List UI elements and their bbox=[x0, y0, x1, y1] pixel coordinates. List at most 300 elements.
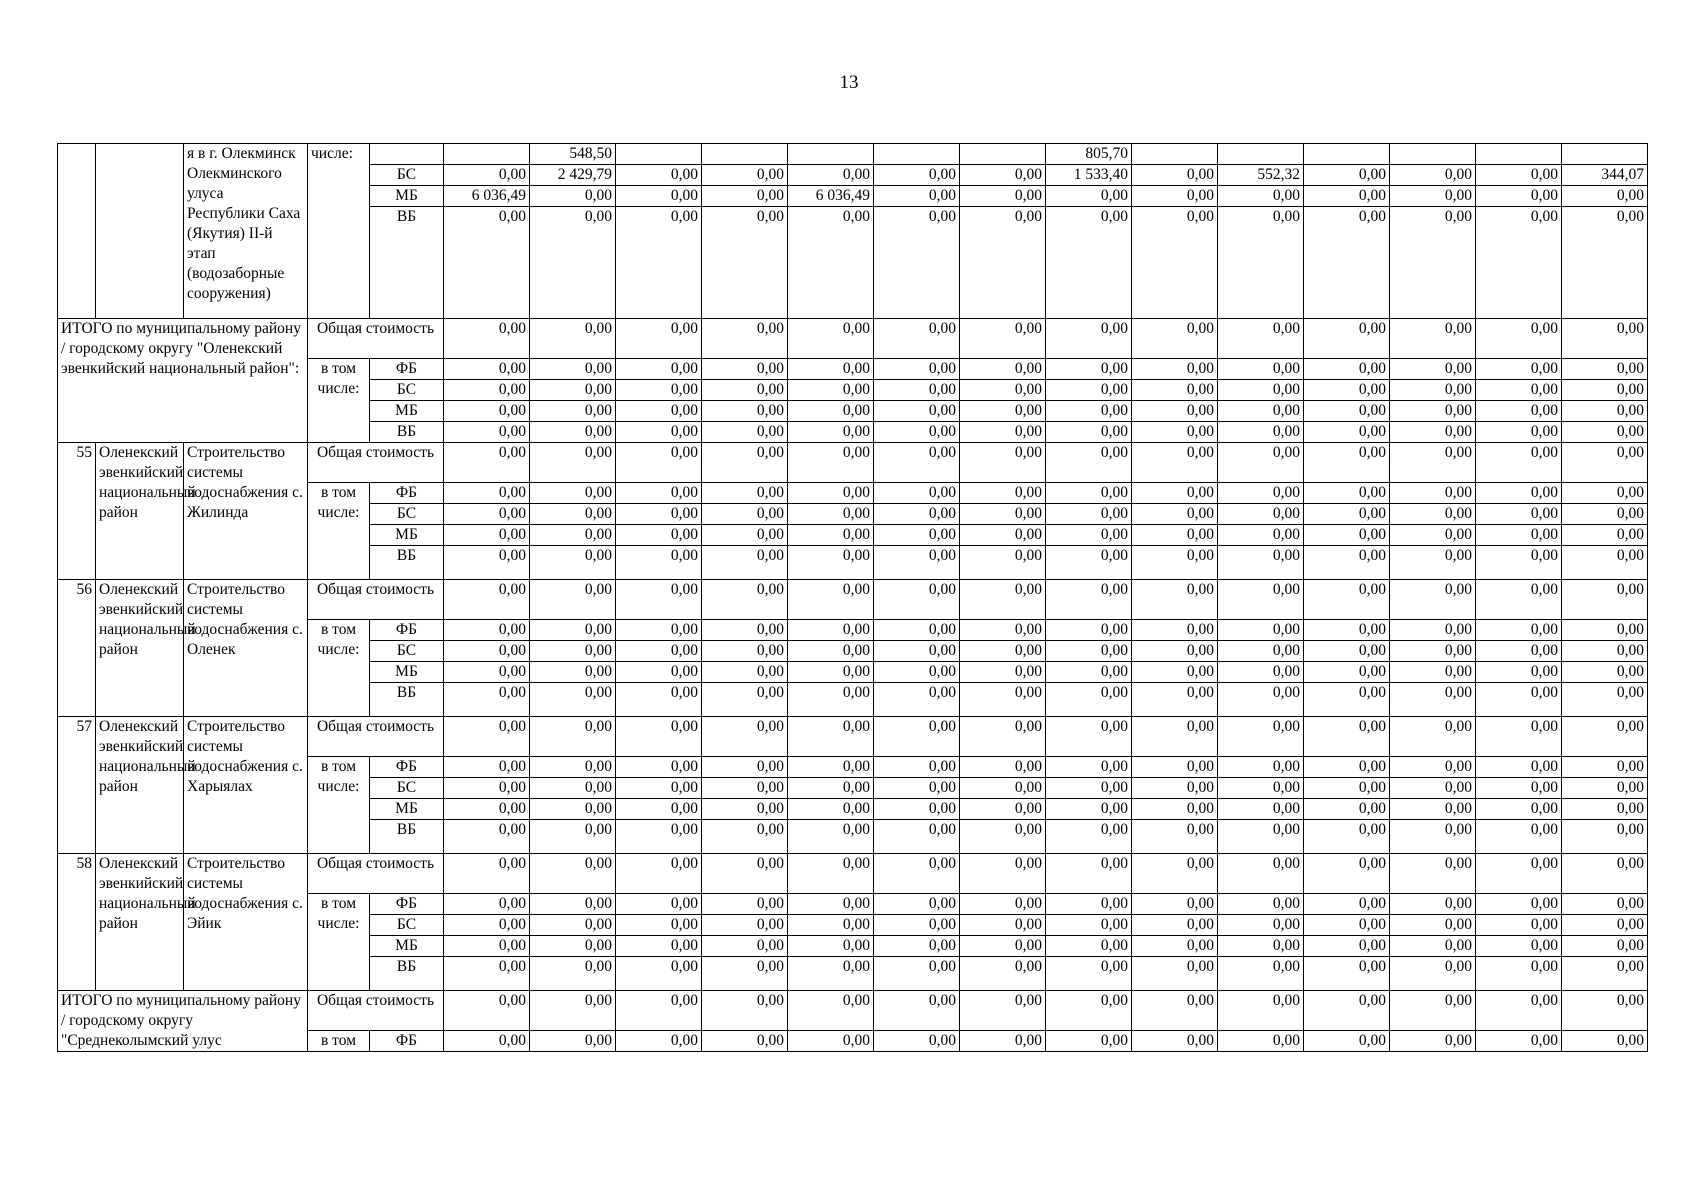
value-cell: 0,00 bbox=[1390, 620, 1476, 641]
value-cell: 0,00 bbox=[616, 991, 702, 1031]
value-cell: 0,00 bbox=[960, 717, 1046, 757]
source-cell: ВБ bbox=[370, 957, 444, 991]
source-cell: ФБ bbox=[370, 359, 444, 380]
value-cell: 0,00 bbox=[788, 380, 874, 401]
value-cell: 0,00 bbox=[1046, 525, 1132, 546]
value-cell: 0,00 bbox=[788, 483, 874, 504]
value-cell: 0,00 bbox=[1304, 165, 1390, 186]
value-cell: 0,00 bbox=[1046, 620, 1132, 641]
value-cell: 0,00 bbox=[1562, 799, 1648, 820]
object-name-cell: Строительство системы водоснабжения с. Эйик bbox=[184, 854, 308, 991]
value-cell: 0,00 bbox=[960, 662, 1046, 683]
value-cell: 0,00 bbox=[1132, 799, 1218, 820]
value-cell: 0,00 bbox=[1304, 580, 1390, 620]
table-row bbox=[58, 144, 1648, 165]
source-cell: ВБ bbox=[370, 546, 444, 580]
value-cell: 0,00 bbox=[874, 525, 960, 546]
source-cell: ВБ bbox=[370, 820, 444, 854]
value-cell: 0,00 bbox=[444, 936, 530, 957]
value-cell: 0,00 bbox=[616, 799, 702, 820]
value-cell: 0,00 bbox=[1132, 422, 1218, 443]
value-cell: 0,00 bbox=[960, 380, 1046, 401]
value-cell: 0,00 bbox=[1562, 483, 1648, 504]
value-cell: 0,00 bbox=[874, 319, 960, 359]
district-cell: Оленекский эвенкийский национальный район bbox=[96, 443, 184, 580]
value-cell: 0,00 bbox=[1218, 894, 1304, 915]
value-cell: 0,00 bbox=[1304, 186, 1390, 207]
value-cell: 0,00 bbox=[1562, 820, 1648, 854]
value-cell: 0,00 bbox=[1476, 525, 1562, 546]
value-cell: 0,00 bbox=[788, 799, 874, 820]
value-cell: 0,00 bbox=[960, 936, 1046, 957]
value-cell: 0,00 bbox=[1390, 991, 1476, 1031]
value-cell: 0,00 bbox=[1390, 717, 1476, 757]
value-cell: 0,00 bbox=[1390, 359, 1476, 380]
value-cell: 0,00 bbox=[1132, 957, 1218, 991]
project-number: 58 bbox=[58, 854, 96, 991]
value-cell: 0,00 bbox=[960, 1031, 1046, 1052]
value-cell bbox=[444, 144, 530, 165]
value-cell: 0,00 bbox=[702, 854, 788, 894]
value-cell: 344,07 bbox=[1562, 165, 1648, 186]
value-cell: 0,00 bbox=[874, 683, 960, 717]
value-cell: 0,00 bbox=[702, 778, 788, 799]
value-cell: 0,00 bbox=[1218, 483, 1304, 504]
value-cell: 0,00 bbox=[1562, 319, 1648, 359]
value-cell: 0,00 bbox=[1218, 380, 1304, 401]
value-cell: 0,00 bbox=[1132, 936, 1218, 957]
value-cell: 0,00 bbox=[1476, 319, 1562, 359]
source-cell: МБ bbox=[370, 799, 444, 820]
value-cell: 0,00 bbox=[1218, 525, 1304, 546]
value-cell: 0,00 bbox=[960, 401, 1046, 422]
value-cell: 0,00 bbox=[788, 165, 874, 186]
value-cell: 0,00 bbox=[874, 854, 960, 894]
value-cell: 0,00 bbox=[1132, 401, 1218, 422]
value-cell: 0,00 bbox=[874, 186, 960, 207]
value-cell: 0,00 bbox=[1390, 483, 1476, 504]
value-cell: 0,00 bbox=[702, 820, 788, 854]
value-cell: 0,00 bbox=[702, 957, 788, 991]
value-cell: 0,00 bbox=[530, 641, 616, 662]
value-cell: 0,00 bbox=[1046, 207, 1132, 319]
value-cell: 0,00 bbox=[702, 504, 788, 525]
value-cell: 0,00 bbox=[616, 380, 702, 401]
value-cell: 0,00 bbox=[1562, 186, 1648, 207]
value-cell: 0,00 bbox=[1218, 580, 1304, 620]
source-cell: МБ bbox=[370, 186, 444, 207]
value-cell: 0,00 bbox=[1132, 1031, 1218, 1052]
value-cell: 0,00 bbox=[702, 936, 788, 957]
value-cell: 0,00 bbox=[1132, 207, 1218, 319]
value-cell: 0,00 bbox=[1132, 483, 1218, 504]
value-cell: 0,00 bbox=[1390, 894, 1476, 915]
source-cell: ФБ bbox=[370, 483, 444, 504]
value-cell: 0,00 bbox=[1132, 641, 1218, 662]
value-cell: 0,00 bbox=[960, 525, 1046, 546]
value-cell: 0,00 bbox=[1132, 546, 1218, 580]
value-cell: 0,00 bbox=[1218, 1031, 1304, 1052]
total-cost-label: Общая стоимость bbox=[308, 991, 444, 1031]
value-cell: 0,00 bbox=[1046, 380, 1132, 401]
value-cell: 0,00 bbox=[1132, 359, 1218, 380]
value-cell: 0,00 bbox=[1562, 683, 1648, 717]
value-cell: 0,00 bbox=[1132, 620, 1218, 641]
source-cell: МБ bbox=[370, 525, 444, 546]
value-cell: 0,00 bbox=[530, 580, 616, 620]
value-cell: 0,00 bbox=[1390, 915, 1476, 936]
value-cell: 0,00 bbox=[616, 525, 702, 546]
value-cell: 0,00 bbox=[702, 165, 788, 186]
value-cell: 0,00 bbox=[1132, 319, 1218, 359]
value-cell: 0,00 bbox=[1046, 854, 1132, 894]
value-cell: 0,00 bbox=[1046, 483, 1132, 504]
value-cell bbox=[1304, 144, 1390, 165]
value-cell: 0,00 bbox=[874, 957, 960, 991]
value-cell: 0,00 bbox=[1046, 662, 1132, 683]
value-cell bbox=[616, 144, 702, 165]
value-cell: 0,00 bbox=[444, 1031, 530, 1052]
value-cell: 0,00 bbox=[616, 483, 702, 504]
value-cell: 0,00 bbox=[960, 641, 1046, 662]
value-cell: 0,00 bbox=[530, 820, 616, 854]
value-cell: 0,00 bbox=[788, 620, 874, 641]
value-cell: 0,00 bbox=[1304, 854, 1390, 894]
district-cell: Оленекский эвенкийский национальный район bbox=[96, 717, 184, 854]
value-cell: 0,00 bbox=[530, 778, 616, 799]
value-cell: 0,00 bbox=[1562, 936, 1648, 957]
value-cell: 0,00 bbox=[1046, 504, 1132, 525]
value-cell: 0,00 bbox=[530, 504, 616, 525]
value-cell: 0,00 bbox=[874, 717, 960, 757]
value-cell: 0,00 bbox=[616, 683, 702, 717]
value-cell: 0,00 bbox=[702, 620, 788, 641]
value-cell: 0,00 bbox=[530, 620, 616, 641]
value-cell: 0,00 bbox=[1390, 757, 1476, 778]
value-cell: 0,00 bbox=[702, 799, 788, 820]
project-number: 57 bbox=[58, 717, 96, 854]
value-cell: 0,00 bbox=[702, 546, 788, 580]
value-cell: 0,00 bbox=[1476, 443, 1562, 483]
value-cell bbox=[788, 144, 874, 165]
value-cell: 0,00 bbox=[444, 165, 530, 186]
value-cell: 0,00 bbox=[444, 894, 530, 915]
value-cell: 0,00 bbox=[874, 1031, 960, 1052]
value-cell: 0,00 bbox=[1390, 504, 1476, 525]
value-cell: 0,00 bbox=[960, 757, 1046, 778]
value-cell: 0,00 bbox=[1390, 957, 1476, 991]
value-cell: 0,00 bbox=[530, 422, 616, 443]
value-cell: 0,00 bbox=[444, 422, 530, 443]
value-cell: 0,00 bbox=[1218, 936, 1304, 957]
value-cell: 0,00 bbox=[1046, 186, 1132, 207]
value-cell: 0,00 bbox=[444, 580, 530, 620]
source-cell: ВБ bbox=[370, 207, 444, 319]
value-cell: 0,00 bbox=[616, 165, 702, 186]
value-cell: 0,00 bbox=[788, 820, 874, 854]
including-label: в том числе: bbox=[308, 620, 370, 717]
value-cell: 1 533,40 bbox=[1046, 165, 1132, 186]
project-number: 56 bbox=[58, 580, 96, 717]
including-label: в том bbox=[308, 1031, 370, 1052]
value-cell: 0,00 bbox=[1476, 165, 1562, 186]
value-cell bbox=[1390, 144, 1476, 165]
value-cell: 0,00 bbox=[960, 620, 1046, 641]
value-cell: 0,00 bbox=[1476, 936, 1562, 957]
value-cell bbox=[1218, 144, 1304, 165]
value-cell: 0,00 bbox=[702, 525, 788, 546]
value-cell: 0,00 bbox=[702, 580, 788, 620]
value-cell: 0,00 bbox=[960, 799, 1046, 820]
value-cell: 0,00 bbox=[702, 662, 788, 683]
value-cell: 0,00 bbox=[1218, 186, 1304, 207]
value-cell: 0,00 bbox=[616, 546, 702, 580]
value-cell: 0,00 bbox=[616, 854, 702, 894]
value-cell: 0,00 bbox=[1476, 820, 1562, 854]
value-cell: 0,00 bbox=[874, 380, 960, 401]
including-label: в том числе: bbox=[308, 483, 370, 580]
value-cell: 0,00 bbox=[1390, 207, 1476, 319]
value-cell: 0,00 bbox=[960, 820, 1046, 854]
value-cell: 0,00 bbox=[444, 207, 530, 319]
value-cell: 0,00 bbox=[1218, 778, 1304, 799]
value-cell: 0,00 bbox=[444, 957, 530, 991]
value-cell: 0,00 bbox=[960, 915, 1046, 936]
value-cell: 0,00 bbox=[444, 319, 530, 359]
value-cell: 0,00 bbox=[616, 778, 702, 799]
value-cell: 0,00 bbox=[1304, 380, 1390, 401]
total-cost-label: Общая стоимость bbox=[308, 854, 444, 894]
value-cell: 0,00 bbox=[444, 525, 530, 546]
value-cell: 0,00 bbox=[702, 894, 788, 915]
value-cell: 0,00 bbox=[530, 936, 616, 957]
value-cell: 0,00 bbox=[444, 401, 530, 422]
value-cell: 0,00 bbox=[1046, 757, 1132, 778]
value-cell: 0,00 bbox=[1218, 799, 1304, 820]
value-cell: 0,00 bbox=[444, 757, 530, 778]
value-cell: 0,00 bbox=[702, 717, 788, 757]
value-cell: 0,00 bbox=[616, 207, 702, 319]
value-cell: 0,00 bbox=[1304, 799, 1390, 820]
value-cell: 0,00 bbox=[616, 186, 702, 207]
value-cell bbox=[1132, 144, 1218, 165]
value-cell: 0,00 bbox=[616, 662, 702, 683]
value-cell: 0,00 bbox=[616, 580, 702, 620]
value-cell: 0,00 bbox=[616, 915, 702, 936]
value-cell: 0,00 bbox=[960, 504, 1046, 525]
value-cell: 0,00 bbox=[530, 717, 616, 757]
value-cell: 0,00 bbox=[960, 359, 1046, 380]
value-cell: 0,00 bbox=[1390, 1031, 1476, 1052]
value-cell: 0,00 bbox=[616, 443, 702, 483]
value-cell: 0,00 bbox=[1562, 546, 1648, 580]
value-cell bbox=[960, 144, 1046, 165]
value-cell: 0,00 bbox=[1562, 662, 1648, 683]
total-cost-label: Общая стоимость bbox=[308, 319, 444, 359]
value-cell: 0,00 bbox=[1218, 443, 1304, 483]
value-cell: 0,00 bbox=[1132, 165, 1218, 186]
value-cell: 0,00 bbox=[1562, 641, 1648, 662]
district-cell: Оленекский эвенкийский национальный район bbox=[96, 854, 184, 991]
value-cell: 0,00 bbox=[1390, 580, 1476, 620]
value-cell: 0,00 bbox=[444, 546, 530, 580]
value-cell: 0,00 bbox=[1390, 380, 1476, 401]
value-cell: 0,00 bbox=[1132, 915, 1218, 936]
value-cell: 0,00 bbox=[874, 799, 960, 820]
value-cell: 0,00 bbox=[874, 401, 960, 422]
value-cell: 0,00 bbox=[1390, 683, 1476, 717]
value-cell: 0,00 bbox=[1390, 525, 1476, 546]
value-cell: 0,00 bbox=[1218, 957, 1304, 991]
value-cell: 0,00 bbox=[1562, 915, 1648, 936]
value-cell: 0,00 bbox=[1218, 422, 1304, 443]
value-cell: 0,00 bbox=[788, 778, 874, 799]
value-cell: 0,00 bbox=[1132, 894, 1218, 915]
value-cell: 0,00 bbox=[1046, 820, 1132, 854]
project-row bbox=[58, 580, 1648, 620]
value-cell: 0,00 bbox=[960, 683, 1046, 717]
value-cell: 0,00 bbox=[960, 991, 1046, 1031]
value-cell: 0,00 bbox=[788, 319, 874, 359]
value-cell: 0,00 bbox=[1046, 799, 1132, 820]
value-cell: 0,00 bbox=[1390, 641, 1476, 662]
value-cell: 0,00 bbox=[1562, 504, 1648, 525]
value-cell: 0,00 bbox=[1390, 422, 1476, 443]
value-cell: 0,00 bbox=[444, 820, 530, 854]
value-cell: 0,00 bbox=[530, 894, 616, 915]
value-cell: 0,00 bbox=[530, 1031, 616, 1052]
value-cell: 0,00 bbox=[1218, 359, 1304, 380]
district-cell: Оленекский эвенкийский национальный район bbox=[96, 580, 184, 717]
value-cell: 0,00 bbox=[1390, 401, 1476, 422]
value-cell: 0,00 bbox=[702, 483, 788, 504]
value-cell: 0,00 bbox=[1046, 991, 1132, 1031]
value-cell: 0,00 bbox=[1304, 778, 1390, 799]
source-cell: МБ bbox=[370, 401, 444, 422]
value-cell: 0,00 bbox=[444, 854, 530, 894]
value-cell: 0,00 bbox=[1132, 186, 1218, 207]
value-cell: 0,00 bbox=[1046, 580, 1132, 620]
value-cell: 0,00 bbox=[444, 915, 530, 936]
value-cell: 0,00 bbox=[1562, 580, 1648, 620]
value-cell: 0,00 bbox=[444, 717, 530, 757]
value-cell: 0,00 bbox=[874, 894, 960, 915]
value-cell: 0,00 bbox=[1304, 422, 1390, 443]
value-cell: 0,00 bbox=[530, 186, 616, 207]
value-cell: 0,00 bbox=[1476, 359, 1562, 380]
value-cell: 548,50 bbox=[530, 144, 616, 165]
value-cell: 0,00 bbox=[530, 380, 616, 401]
value-cell: 0,00 bbox=[1562, 359, 1648, 380]
value-cell: 0,00 bbox=[874, 641, 960, 662]
value-cell: 0,00 bbox=[1132, 580, 1218, 620]
value-cell: 0,00 bbox=[1562, 1031, 1648, 1052]
value-cell: 0,00 bbox=[530, 915, 616, 936]
value-cell: 0,00 bbox=[1304, 401, 1390, 422]
value-cell: 0,00 bbox=[1046, 717, 1132, 757]
project-row bbox=[58, 717, 1648, 757]
project-row bbox=[58, 854, 1648, 894]
value-cell: 0,00 bbox=[702, 443, 788, 483]
value-cell: 0,00 bbox=[530, 957, 616, 991]
value-cell: 0,00 bbox=[1390, 662, 1476, 683]
value-cell: 0,00 bbox=[1218, 915, 1304, 936]
source-cell: МБ bbox=[370, 662, 444, 683]
value-cell: 0,00 bbox=[702, 1031, 788, 1052]
value-cell: 0,00 bbox=[960, 165, 1046, 186]
value-cell: 0,00 bbox=[1132, 854, 1218, 894]
source-cell: ФБ bbox=[370, 1031, 444, 1052]
value-cell: 0,00 bbox=[444, 380, 530, 401]
object-name-cell: Строительство системы водоснабжения с. Оленек bbox=[184, 580, 308, 717]
value-cell: 0,00 bbox=[616, 422, 702, 443]
value-cell: 0,00 bbox=[702, 641, 788, 662]
value-cell: 0,00 bbox=[444, 778, 530, 799]
value-cell: 0,00 bbox=[616, 717, 702, 757]
value-cell: 0,00 bbox=[1304, 319, 1390, 359]
total-cost-label: Общая стоимость bbox=[308, 580, 444, 620]
source-cell: ВБ bbox=[370, 422, 444, 443]
value-cell: 0,00 bbox=[530, 443, 616, 483]
value-cell: 0,00 bbox=[1476, 799, 1562, 820]
value-cell: 0,00 bbox=[1046, 422, 1132, 443]
value-cell: 0,00 bbox=[1218, 641, 1304, 662]
value-cell: 0,00 bbox=[444, 799, 530, 820]
value-cell: 0,00 bbox=[1562, 854, 1648, 894]
value-cell: 0,00 bbox=[702, 186, 788, 207]
value-cell: 0,00 bbox=[788, 401, 874, 422]
value-cell: 0,00 bbox=[530, 401, 616, 422]
value-cell: 0,00 bbox=[788, 359, 874, 380]
value-cell: 0,00 bbox=[444, 662, 530, 683]
value-cell: 6 036,49 bbox=[788, 186, 874, 207]
value-cell: 0,00 bbox=[788, 422, 874, 443]
total-title-cell: ИТОГО по муниципальному району / городскому округу "Оленекский эвенкийский национальный район": bbox=[58, 319, 308, 443]
value-cell: 0,00 bbox=[444, 683, 530, 717]
value-cell: 0,00 bbox=[874, 936, 960, 957]
value-cell: 0,00 bbox=[1218, 546, 1304, 580]
index-cell bbox=[58, 144, 96, 319]
value-cell: 0,00 bbox=[1218, 757, 1304, 778]
value-cell: 0,00 bbox=[1562, 401, 1648, 422]
value-cell: 0,00 bbox=[1476, 894, 1562, 915]
value-cell: 0,00 bbox=[1304, 683, 1390, 717]
value-cell: 0,00 bbox=[1304, 717, 1390, 757]
value-cell: 0,00 bbox=[530, 525, 616, 546]
value-cell: 0,00 bbox=[702, 757, 788, 778]
value-cell: 0,00 bbox=[530, 683, 616, 717]
value-cell: 0,00 bbox=[874, 359, 960, 380]
value-cell: 0,00 bbox=[1390, 546, 1476, 580]
value-cell: 0,00 bbox=[1562, 380, 1648, 401]
value-cell: 805,70 bbox=[1046, 144, 1132, 165]
value-cell: 0,00 bbox=[1476, 546, 1562, 580]
value-cell: 0,00 bbox=[960, 207, 1046, 319]
value-cell: 0,00 bbox=[788, 546, 874, 580]
value-cell: 0,00 bbox=[874, 778, 960, 799]
value-cell: 0,00 bbox=[1562, 778, 1648, 799]
value-cell: 0,00 bbox=[874, 820, 960, 854]
value-cell: 0,00 bbox=[960, 443, 1046, 483]
value-cell: 0,00 bbox=[1046, 641, 1132, 662]
value-cell: 0,00 bbox=[616, 936, 702, 957]
value-cell: 0,00 bbox=[1562, 757, 1648, 778]
value-cell: 0,00 bbox=[530, 319, 616, 359]
value-cell: 0,00 bbox=[1476, 380, 1562, 401]
value-cell: 0,00 bbox=[1218, 207, 1304, 319]
value-cell: 0,00 bbox=[1132, 778, 1218, 799]
value-cell: 0,00 bbox=[1304, 894, 1390, 915]
